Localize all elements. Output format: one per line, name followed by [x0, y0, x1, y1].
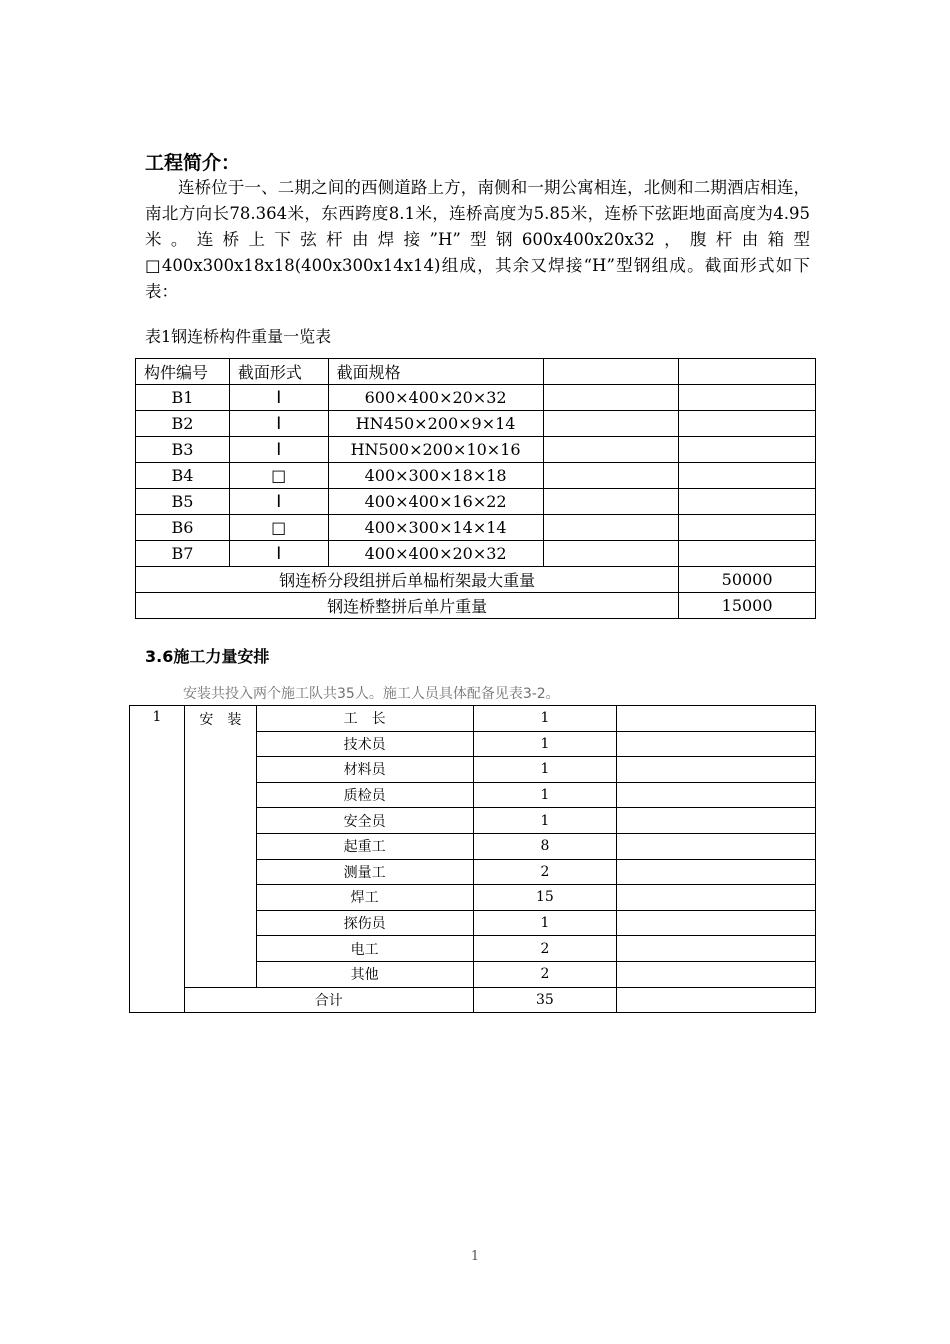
- empty-cell: [617, 885, 816, 911]
- table-header-row: [136, 359, 816, 385]
- row-spec: 400×300×14×14: [328, 515, 543, 541]
- empty-cell: [617, 808, 816, 834]
- box-section-icon: □: [229, 463, 328, 489]
- summary-row: [136, 593, 816, 619]
- group-name: 安 装: [184, 706, 256, 988]
- empty-cell: [679, 515, 816, 541]
- count-cell: 2: [473, 961, 617, 987]
- role-cell: 工 长: [256, 706, 473, 732]
- row-id: B2: [136, 411, 230, 437]
- count-cell: 1: [473, 782, 617, 808]
- empty-cell: [617, 936, 816, 962]
- group-index: 1: [130, 706, 185, 1013]
- row-id: B3: [136, 437, 230, 463]
- row-spec: 400×300×18×18: [328, 463, 543, 489]
- empty-cell: [679, 385, 816, 411]
- empty-cell: [617, 987, 816, 1013]
- empty-cell: [543, 541, 679, 567]
- role-cell: 技术员: [256, 731, 473, 757]
- role-cell: 安全员: [256, 808, 473, 834]
- empty-cell: [543, 411, 679, 437]
- empty-cell: [617, 910, 816, 936]
- total-label: 合计: [184, 987, 473, 1013]
- summary-label: 钢连桥整拼后单片重量: [136, 593, 679, 619]
- role-cell: 焊工: [256, 885, 473, 911]
- i-beam-icon: I: [229, 541, 328, 567]
- row-id: B6: [136, 515, 230, 541]
- summary-value: 50000: [679, 567, 816, 593]
- count-cell: 15: [473, 885, 617, 911]
- total-value: 35: [473, 987, 617, 1013]
- empty-cell: [679, 411, 816, 437]
- total-row: [130, 987, 816, 1013]
- summary-row: [136, 567, 816, 593]
- header-empty-5: [679, 359, 816, 385]
- i-beam-icon: I: [229, 489, 328, 515]
- table-row: [136, 437, 816, 463]
- count-cell: 2: [473, 859, 617, 885]
- header-shape: 截面形式: [229, 359, 328, 385]
- table-row: [136, 463, 816, 489]
- empty-cell: [617, 961, 816, 987]
- empty-cell: [679, 541, 816, 567]
- empty-cell: [617, 731, 816, 757]
- table-row: [136, 411, 816, 437]
- header-empty-4: [543, 359, 679, 385]
- role-cell: 质检员: [256, 782, 473, 808]
- table-row: [136, 515, 816, 541]
- row-id: B4: [136, 463, 230, 489]
- box-section-icon: □: [229, 515, 328, 541]
- row-id: B5: [136, 489, 230, 515]
- staffing-table: [129, 705, 816, 1013]
- empty-cell: [543, 437, 679, 463]
- component-weight-table: [135, 358, 816, 619]
- empty-cell: [617, 706, 816, 732]
- empty-cell: [617, 859, 816, 885]
- empty-cell: [679, 489, 816, 515]
- row-spec: 400×400×20×32: [328, 541, 543, 567]
- table-row: [130, 706, 816, 732]
- empty-cell: [543, 463, 679, 489]
- intro-heading: 工程简介：: [145, 152, 241, 174]
- i-beam-icon: I: [229, 385, 328, 411]
- empty-cell: [617, 757, 816, 783]
- count-cell: 8: [473, 833, 617, 859]
- role-cell: 电工: [256, 936, 473, 962]
- intro-paragraph: [145, 175, 810, 305]
- intro-paragraph-text: 连桥位于一、二期之间的西侧道路上方，南侧和一期公寓相连，北侧和二期酒店相连，南北方向长78.364米，东西跨度8.1米，连桥高度为5.85米，连桥下弦距地面高度为4.95米。连桥上下弦杆由焊接”H”型钢600x400x20x32，腹杆由箱型□400x300x18x18(400x300x14x14)组成，其余又焊接“H”型钢组成。截面形式如下表：: [145, 178, 810, 301]
- row-id: B7: [136, 541, 230, 567]
- count-cell: 1: [473, 731, 617, 757]
- role-cell: 探伤员: [256, 910, 473, 936]
- page-number: 1: [470, 1249, 480, 1264]
- i-beam-icon: I: [229, 411, 328, 437]
- summary-value: 15000: [679, 593, 816, 619]
- row-spec: HN450×200×9×14: [328, 411, 543, 437]
- row-spec: 400×400×16×22: [328, 489, 543, 515]
- header-id: 构件编号: [136, 359, 230, 385]
- table1-caption: 表1钢连桥构件重量一览表: [145, 327, 332, 346]
- count-cell: 1: [473, 808, 617, 834]
- count-cell: 1: [473, 706, 617, 732]
- role-cell: 起重工: [256, 833, 473, 859]
- i-beam-icon: I: [229, 437, 328, 463]
- role-cell: 材料员: [256, 757, 473, 783]
- section-heading: 3.6施工力量安排: [145, 647, 270, 666]
- role-cell: 其他: [256, 961, 473, 987]
- empty-cell: [679, 463, 816, 489]
- empty-cell: [617, 833, 816, 859]
- count-cell: 1: [473, 910, 617, 936]
- empty-cell: [617, 782, 816, 808]
- header-spec: 截面规格: [328, 359, 543, 385]
- section-note: 安装共投入两个施工队共35人。施工人员具体配备见表3-2。: [183, 686, 560, 702]
- empty-cell: [679, 437, 816, 463]
- empty-cell: [543, 515, 679, 541]
- table-row: [136, 489, 816, 515]
- role-cell: 测量工: [256, 859, 473, 885]
- count-cell: 1: [473, 757, 617, 783]
- row-spec: HN500×200×10×16: [328, 437, 543, 463]
- row-spec: 600×400×20×32: [328, 385, 543, 411]
- empty-cell: [543, 489, 679, 515]
- empty-cell: [543, 385, 679, 411]
- summary-label: 钢连桥分段组拼后单榀桁架最大重量: [136, 567, 679, 593]
- row-id: B1: [136, 385, 230, 411]
- table-row: [136, 385, 816, 411]
- count-cell: 2: [473, 936, 617, 962]
- table-row: [136, 541, 816, 567]
